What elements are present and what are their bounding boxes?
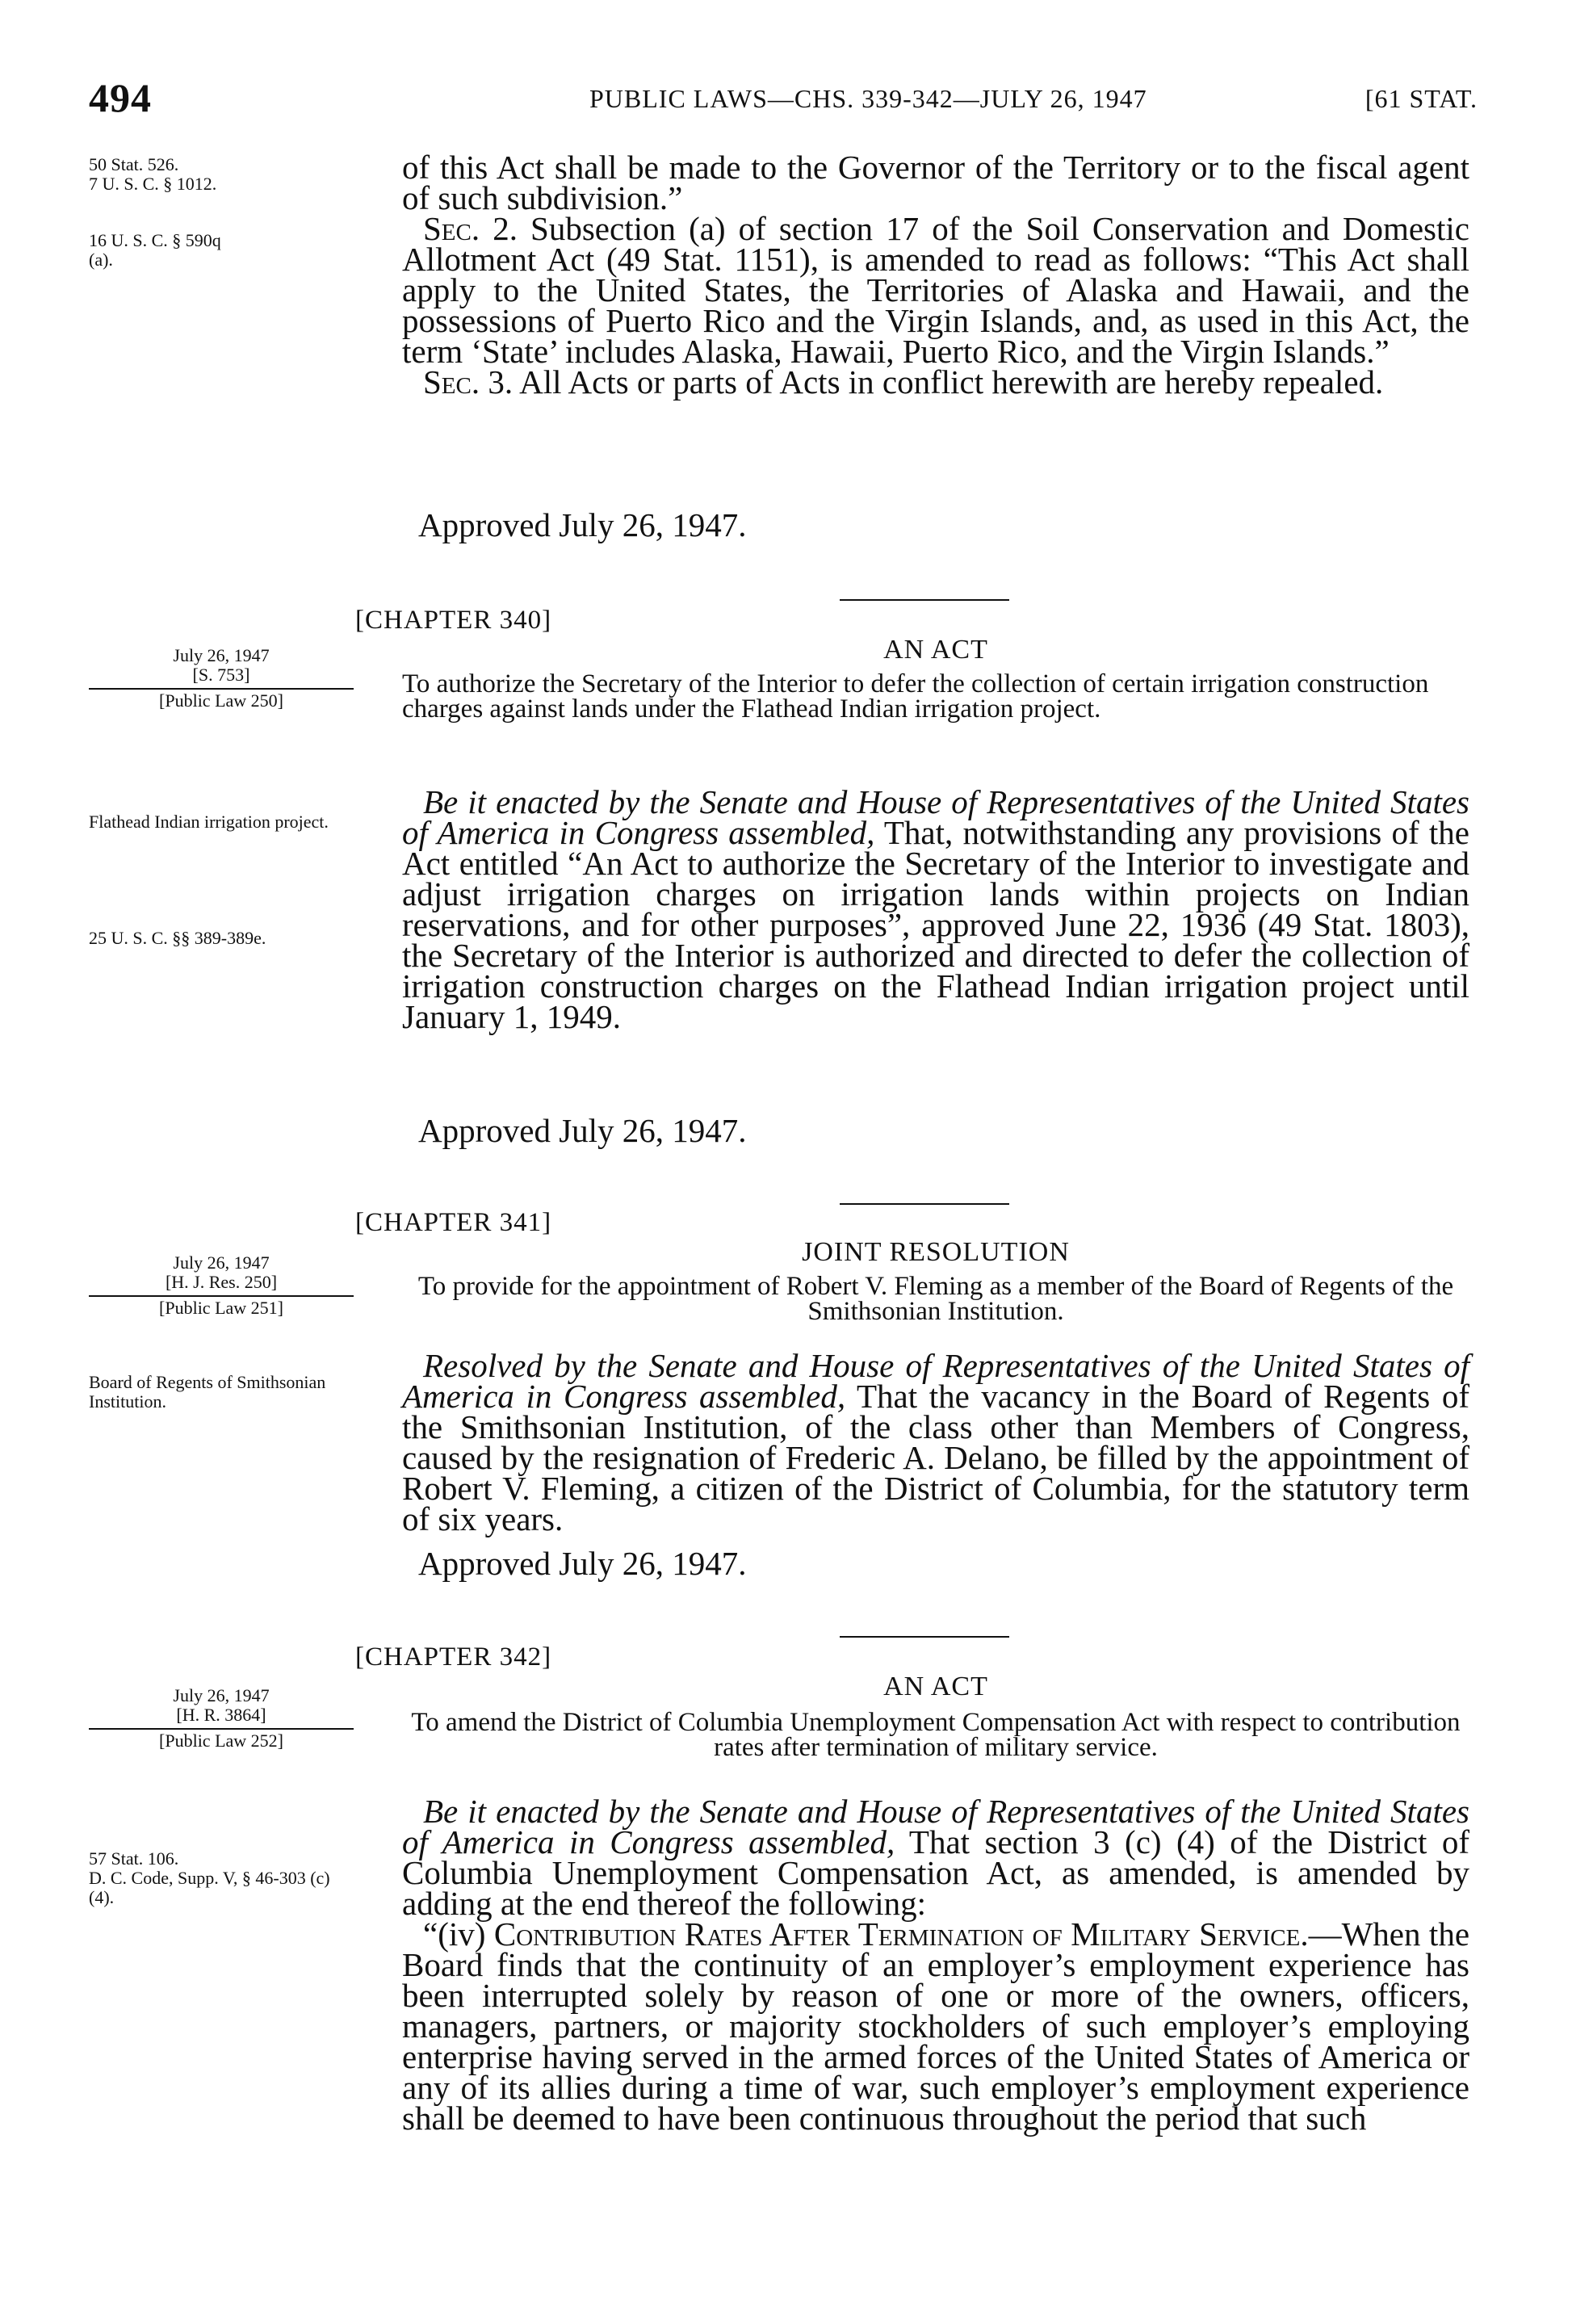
act-type-title: AN ACT bbox=[883, 1672, 988, 1701]
margin-note-citation: 57 Stat. 106. D. C. Code, Supp. V, § 46-303 (c) (4). bbox=[89, 1848, 330, 1907]
approval-line: Approved July 26, 1947. bbox=[418, 1112, 747, 1149]
section-divider bbox=[840, 1203, 1009, 1205]
chapter-heading: [CHAPTER 341] bbox=[355, 1208, 552, 1237]
section-divider bbox=[840, 1636, 1009, 1638]
section-label: Sec. 2. bbox=[423, 210, 518, 247]
page-number: 494 bbox=[89, 75, 152, 120]
page-header bbox=[89, 74, 1478, 123]
date-label-block bbox=[89, 1253, 354, 1318]
subparagraph-heading: Contribution Rates After Termination of Military Service. bbox=[493, 1915, 1309, 1953]
bill-number: [S. 753] bbox=[192, 665, 250, 685]
act-purpose: To amend the District of Columbia Unemployment Compensation Act with respect to contribution rates after termination of military service. bbox=[411, 1708, 1461, 1762]
margin-note-topic: Board of Regents of Smithsonian Institution. bbox=[89, 1372, 326, 1412]
bill-number: [H. R. 3864] bbox=[176, 1705, 266, 1725]
enacting-paragraph bbox=[402, 1793, 1469, 1922]
date-line: July 26, 1947 bbox=[173, 1685, 270, 1705]
section-3-paragraph bbox=[402, 363, 1469, 401]
act-purpose: To authorize the Secretary of the Interior to defer the collection of certain irrigation construction charges against lands under the Flathead Indian irrigation project. bbox=[402, 669, 1429, 724]
section-2-paragraph bbox=[402, 210, 1469, 370]
date-label-block bbox=[89, 1686, 354, 1751]
act-purpose: To provide for the appointment of Robert V. Fleming as a member of the Board of Regents of the Smithsonian Institution. bbox=[417, 1272, 1454, 1326]
approval-line: Approved July 26, 1947. bbox=[418, 1545, 747, 1582]
bill-number: [H. J. Res. 250] bbox=[165, 1272, 278, 1292]
act-body: That, notwithstanding any provisions of the Act entitled “An Act to authorize the Secretary of the Interior to investigate and adjust irrigation charges on irrigation lands within projects on Indian reservations, and for other purposes”, approved June 22, 1936 (49 Stat. 1803), the Secretary of the Interior is authorized and directed to defer the collection of irrigation construction charges on the Flathead Indian irrigation project until January 1, 1949. bbox=[402, 814, 1469, 1035]
resolving-clause: Resolved by the Senate and House of Representatives of the United States of America in Congress assembled, bbox=[402, 1347, 1469, 1415]
public-law-number: [Public Law 251] bbox=[89, 1295, 354, 1318]
volume-reference: [61 STAT. bbox=[1364, 84, 1478, 113]
approval-line: Approved July 26, 1947. bbox=[418, 506, 747, 543]
enacting-paragraph bbox=[402, 783, 1469, 1035]
chapter-heading: [CHAPTER 340] bbox=[355, 606, 552, 635]
section-text: Subsection (a) of section 17 of the Soil Conservation and Domestic Allotment Act (49 Stat. 1151), is amended to read as follows: “This Act shall apply to the United States, the Territories of Alaska and Hawaii, and the possessions of Puerto Rico and the Virgin Islands, and, as used in this Act, the term ‘State’ includes Alaska, Hawaii, Puerto Rico, and the Virgin Islands.” bbox=[402, 210, 1469, 370]
subparagraph-text: —When the Board finds that the continuity of an employer’s employment experience has been interrupted solely by reason of one or more of the owners, officers, managers, partners, or majority stockholders of such employer’s employing enterprise having served in the armed forces of the United States of America or any of its allies during a time of war, such employer’s employment experience shall be deemed to have been continuous throughout the period that such bbox=[402, 1915, 1470, 2137]
enacting-clause: Be it enacted by the Senate and House of Representatives of the United States of America in Congress assembled, bbox=[402, 1793, 1469, 1860]
date-line: July 26, 1947 bbox=[173, 1252, 270, 1273]
section-text: All Acts or parts of Acts in conflict herewith are hereby repealed. bbox=[513, 363, 1384, 401]
ch340-text bbox=[402, 783, 1469, 1035]
running-title: PUBLIC LAWS—CHS. 339-342—JULY 26, 1947 bbox=[589, 84, 1147, 113]
margin-note-citation: 25 U. S. C. §§ 389-389e. bbox=[89, 928, 266, 948]
public-law-number: [Public Law 250] bbox=[89, 688, 354, 711]
section-divider bbox=[840, 599, 1009, 601]
subparagraph-iv bbox=[402, 1915, 1470, 2137]
date-label-block bbox=[89, 646, 354, 711]
top-section-text bbox=[402, 149, 1469, 401]
act-type-title: AN ACT bbox=[883, 635, 988, 665]
margin-note-citation: 16 U. S. C. § 590q (a). bbox=[89, 230, 221, 270]
chapter-heading: [CHAPTER 342] bbox=[355, 1642, 552, 1672]
margin-note-citation: 50 Stat. 526. 7 U. S. C. § 1012. bbox=[89, 154, 217, 194]
act-type-title: JOINT RESOLUTION bbox=[802, 1237, 1070, 1267]
resolving-paragraph bbox=[402, 1347, 1469, 1537]
enacting-clause: Be it enacted by the Senate and House of Representatives of the United States of America in Congress assembled, bbox=[402, 783, 1469, 851]
section-label: Sec. 3. bbox=[423, 363, 514, 401]
public-law-number: [Public Law 252] bbox=[89, 1728, 354, 1751]
ch342-text bbox=[402, 1793, 1470, 2137]
continued-paragraph: of this Act shall be made to the Governor of the Territory or to the fiscal agent of such subdivision.” bbox=[402, 149, 1469, 216]
subparagraph-prefix: “(iv) bbox=[423, 1915, 494, 1953]
act-body: That section 3 (c) (4) of the District of Columbia Unemployment Compensation Act, as amended, is amended by adding at the end thereof the following: bbox=[402, 1823, 1469, 1922]
margin-note-topic: Flathead Indian irrigation project. bbox=[89, 812, 329, 832]
resolution-body: That the vacancy in the Board of Regents of the Smithsonian Institution, of the class other than Members of Congress, caused by the resignation of Frederic A. Delano, be filled by the appointment of Robert V. Fleming, a citizen of the District of Columbia, for the statutory term of six years. bbox=[402, 1378, 1469, 1537]
ch341-text bbox=[402, 1347, 1469, 1537]
date-line: July 26, 1947 bbox=[173, 645, 270, 665]
